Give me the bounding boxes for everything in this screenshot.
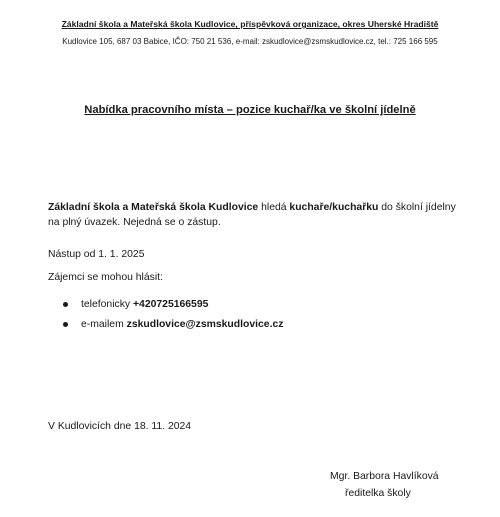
header-organization-name: Základní škola a Mateřská škola Kudlovice, příspěvková organizace, okres Uherské Hradiště (61, 19, 439, 29)
email-label: e-mailem (81, 319, 127, 330)
intro-text-2: do školní jídelny na plný úvazek. Nejedná se o zástup. (48, 202, 456, 228)
place-and-date: V Kudlovicích dne 18. 11. 2024 (48, 421, 192, 432)
intro-school-name: Základní škola a Mateřská škola Kudlovice (48, 202, 259, 213)
intro-position: kuchaře/kuchařku (289, 202, 379, 213)
header-contact-line: Kudlovice 105, 687 03 Babice, IČO: 750 21 536, e-mail: zskudlovice@zsmskudlovice.cz, tel.: 725 166 595 (62, 37, 438, 46)
phone-number: +420725166595 (132, 299, 209, 310)
contact-intro: Zájemci se mohou hlásit: (48, 272, 163, 283)
contact-list (48, 297, 283, 337)
signature-role: ředitelka školy (345, 488, 411, 499)
email-address: zskudlovice@zsmskudlovice.cz (126, 319, 284, 330)
intro-text-1: hledá (258, 202, 290, 213)
document-title: Nabídka pracovního místa – pozice kuchař/ka ve školní jídelně (84, 104, 416, 116)
intro-paragraph (48, 200, 458, 230)
list-item-phone (48, 297, 283, 317)
signature-name: Mgr. Barbora Havlíková (330, 471, 439, 482)
start-date: Nástup od 1. 1. 2025 (48, 249, 145, 260)
bullet-icon (63, 302, 68, 307)
bullet-icon (63, 322, 68, 327)
list-item-email (48, 317, 283, 337)
phone-label: telefonicky (81, 299, 133, 310)
